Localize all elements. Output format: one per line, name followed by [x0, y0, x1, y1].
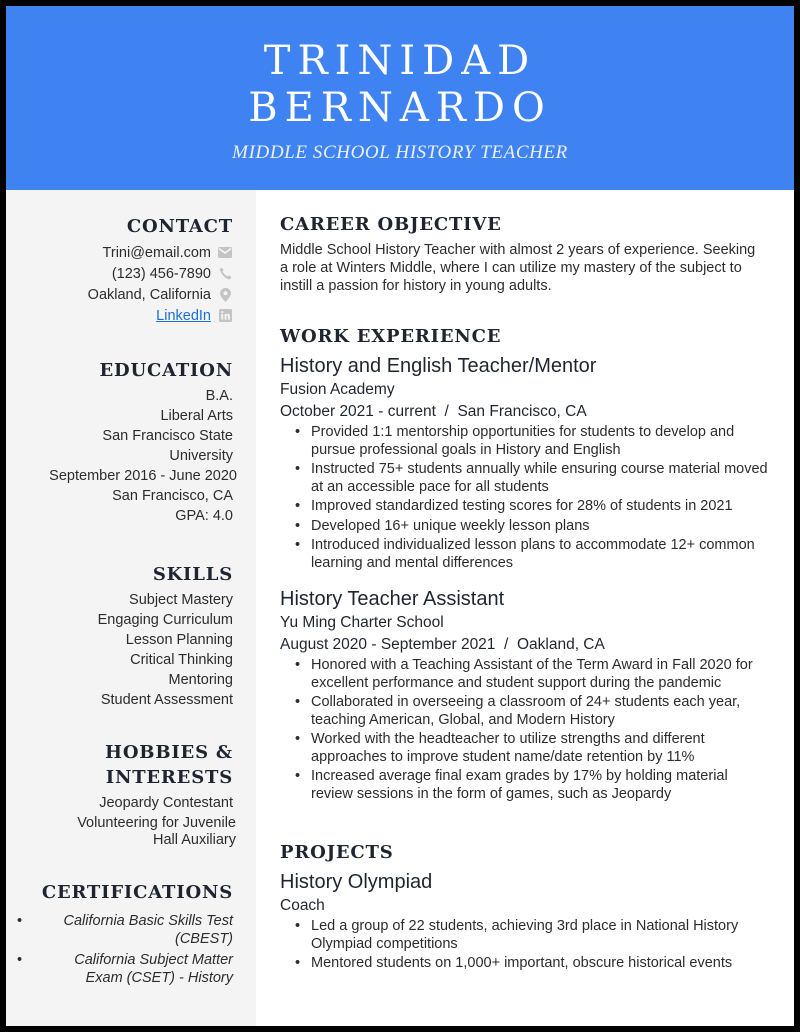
- job-bullets: [280, 424, 770, 572]
- hobby-item: Volunteering for Juvenile Hall Auxiliary: [77, 815, 236, 848]
- job-bullet: • Worked with the headteacher to utilize strengths and different approaches to improve student name/date retention by 11%: [280, 731, 770, 766]
- project-title: History Olympiad: [280, 871, 433, 893]
- objective-text: Middle School History Teacher with almost 2 years of experience. Seeking a role at Winters Middle, where I can utilize my mastery of the subject to instill a passion for history in young adults.: [280, 242, 756, 294]
- contact-email: [33, 242, 233, 263]
- project-bullet: • Mentored students on 1,000+ important, obscure historical events: [280, 955, 770, 973]
- education-gpa: GPA: 4.0: [175, 508, 233, 524]
- project-bullet: • Led a group of 22 students, achieving 3rd place in National History Olympiad competitions: [280, 918, 770, 953]
- work-section: [280, 326, 770, 805]
- job-bullet: • Increased average final exam grades by 17% by holding material review sessions in the form of games, such as Jeopardy: [280, 768, 770, 803]
- location-text: Oakland, California: [87, 286, 211, 303]
- resume-header: [6, 6, 794, 190]
- contact-location: [33, 284, 233, 305]
- phone-icon: [217, 267, 233, 281]
- contact-linkedin: [33, 305, 233, 326]
- education-dates: September 2016 - June 2020: [49, 468, 237, 484]
- job-bullet: • Collaborated in overseeing a classroom of 24+ students each year, teaching American, Global, and Modern History: [280, 694, 770, 729]
- linkedin-icon: [217, 309, 233, 323]
- contact-heading: CONTACT: [126, 216, 233, 237]
- candidate-name: [6, 6, 794, 132]
- certification-item: • California Basic Skills Test (CBEST): [13, 912, 233, 948]
- contact-section: [33, 214, 233, 326]
- education-section: [33, 358, 237, 526]
- resume-page: [6, 6, 794, 1026]
- job-dates-location: August 2020 - September 2021 / Oakland, CA: [280, 636, 605, 653]
- work-heading: WORK EXPERIENCE: [280, 326, 502, 347]
- contact-phone: [33, 263, 233, 284]
- job-bullet: • Honored with a Teaching Assistant of the Term Award in Fall 2020 for excellent performance and student support during the pandemic: [280, 657, 770, 692]
- map-pin-icon: [217, 288, 233, 302]
- first-name: TRINIDAD: [263, 38, 537, 84]
- job-bullet: • Introduced individualized lesson plans to accommodate 12+ common learning and mental differences: [280, 537, 770, 572]
- linkedin-link[interactable]: LinkedIn: [156, 307, 211, 324]
- job-title: History Teacher Assistant: [280, 588, 505, 610]
- envelope-icon: [217, 246, 233, 260]
- hobbies-section: [33, 740, 236, 849]
- project-entry: [280, 869, 770, 973]
- job-bullet: • Improved standardized testing scores for 28% of students in 2021: [280, 498, 770, 516]
- job-entry: [280, 586, 770, 803]
- skill-item: Subject Mastery: [129, 592, 233, 608]
- job-bullet: • Developed 16+ unique weekly lesson plans: [280, 518, 770, 536]
- certifications-section: [13, 880, 233, 990]
- email-text: Trini@email.com: [102, 244, 211, 261]
- phone-text: (123) 456-7890: [111, 265, 211, 282]
- project-bullets: [280, 918, 770, 973]
- hobbies-heading-line2: INTERESTS: [105, 767, 233, 788]
- certifications-list: [13, 912, 233, 987]
- objective-heading: CAREER OBJECTIVE: [280, 214, 502, 235]
- job-title-headline: MIDDLE SCHOOL HISTORY TEACHER: [232, 142, 568, 163]
- skill-item: Mentoring: [168, 672, 233, 688]
- education-location: San Francisco, CA: [112, 488, 233, 504]
- projects-section: [280, 842, 770, 975]
- job-company: Fusion Academy: [280, 381, 395, 398]
- objective-section: [280, 214, 760, 295]
- projects-heading: PROJECTS: [280, 842, 394, 863]
- job-entry: [280, 353, 770, 572]
- project-role: Coach: [280, 897, 325, 914]
- skill-item: Critical Thinking: [130, 652, 233, 668]
- sidebar: [6, 190, 256, 1026]
- education-heading: EDUCATION: [99, 360, 233, 381]
- skills-heading: SKILLS: [152, 564, 233, 585]
- certification-item: • California Subject Matter Exam (CSET) - History: [13, 951, 233, 987]
- education-degree: B.A.: [205, 388, 233, 404]
- job-bullet: • Instructed 75+ students annually while ensuring course material moved at an accessible pace for all students: [280, 461, 770, 496]
- job-title: History and English Teacher/Mentor: [280, 355, 597, 377]
- skill-item: Student Assessment: [100, 692, 233, 708]
- hobbies-heading-line1: HOBBIES &: [105, 742, 233, 763]
- skill-item: Lesson Planning: [125, 632, 233, 648]
- certifications-heading: CERTIFICATIONS: [41, 882, 233, 903]
- job-bullets: [280, 657, 770, 803]
- skills-section: [33, 562, 233, 710]
- skill-item: Engaging Curriculum: [97, 612, 233, 628]
- last-name: BERNARDO: [248, 85, 552, 131]
- education-school: San Francisco State University: [102, 428, 233, 464]
- education-major: Liberal Arts: [160, 408, 233, 424]
- job-company: Yu Ming Charter School: [280, 614, 444, 631]
- job-bullet: • Provided 1:1 mentorship opportunities for students to develop and pursue professional goals in History and English: [280, 424, 770, 459]
- job-dates-location: October 2021 - current / San Francisco, CA: [280, 403, 587, 420]
- hobby-item: Jeopardy Contestant: [99, 795, 233, 811]
